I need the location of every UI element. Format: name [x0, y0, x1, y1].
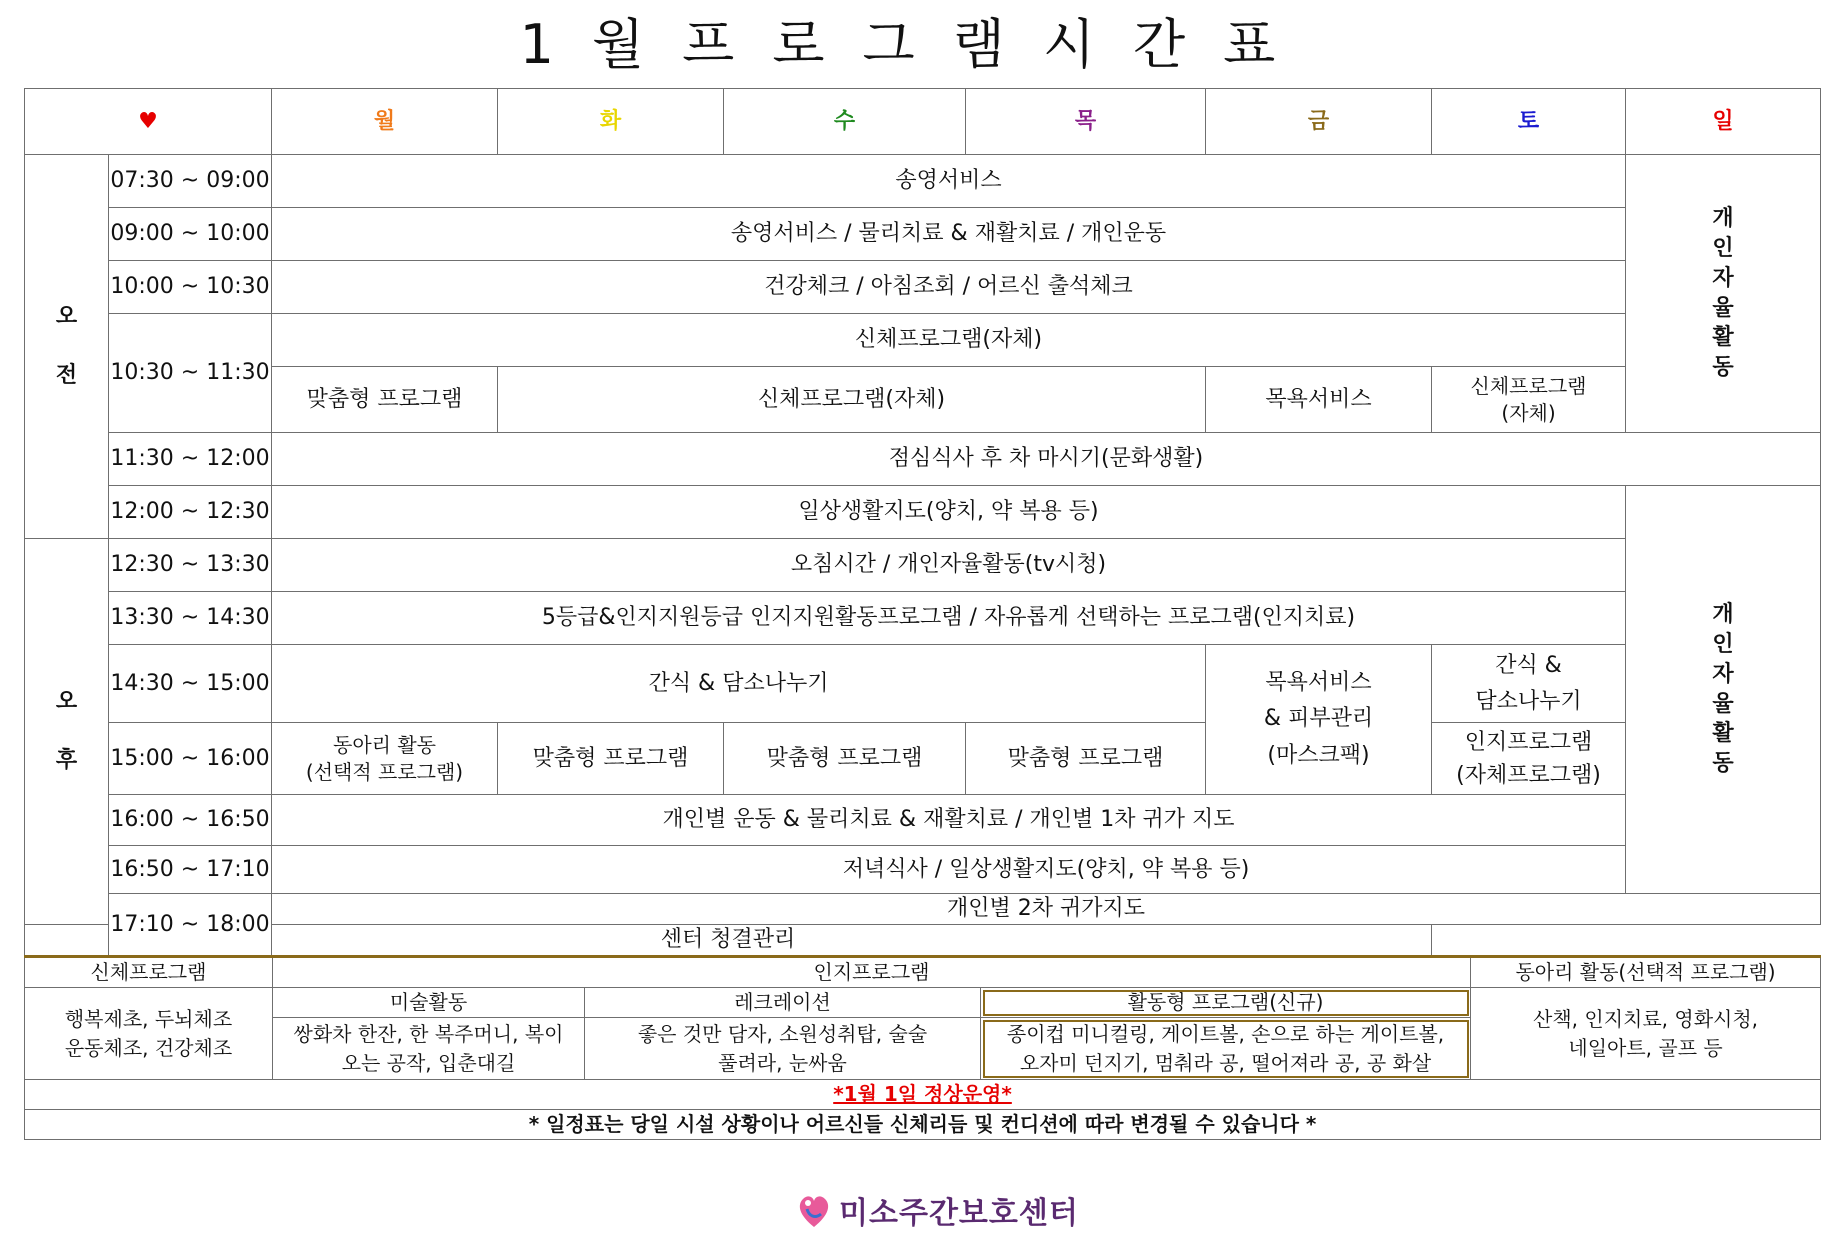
- schedule-cell: 개인별 2차 귀가지도: [272, 894, 1821, 925]
- legend-header-row: [25, 957, 1821, 988]
- period-afternoon: 오 후: [25, 539, 109, 925]
- table-row: [25, 925, 1821, 956]
- center-logo: [795, 1185, 1079, 1235]
- time-slot: 16:00 ~ 16:50: [109, 795, 272, 846]
- time-slot: 12:00 ~ 12:30: [109, 486, 272, 539]
- schedule-cell: 신체프로그램(자체): [498, 367, 1206, 433]
- table-row: [25, 208, 1821, 261]
- table-row: [25, 723, 1821, 795]
- legend-active-body: 종이컵 미니컬링, 게이트볼, 손으로 하는 게이트볼, 오자미 던지기, 멈춰라 공, 떨어져라 공, 공 화살: [981, 1018, 1471, 1080]
- footnote: * 일정표는 당일 시설 상황이나 어르신들 신체리듬 및 컨디션에 따라 변경될 수 있습니다 *: [25, 1110, 1821, 1140]
- sunday-self-activity: 개 인 자 율 활 동: [1626, 486, 1821, 894]
- table-row: [25, 314, 1821, 367]
- table-row: [25, 645, 1821, 723]
- holiday-note: *1월 1일 정상운영*: [833, 1082, 1012, 1106]
- schedule-cell: 점심식사 후 차 마시기(문화생활): [272, 433, 1821, 486]
- schedule-cell: 신체프로그램(자체): [272, 314, 1626, 367]
- legend-active-title: 활동형 프로그램(신규): [981, 988, 1471, 1018]
- schedule-cell: 맞춤형 프로그램: [498, 723, 724, 795]
- logo-text: 미소주간보호센터: [839, 1196, 1079, 1231]
- day-friday: 금: [1206, 89, 1432, 155]
- table-row: [25, 539, 1821, 592]
- legend-rec-title: 레크레이션: [585, 988, 981, 1018]
- day-tuesday: 화: [498, 89, 724, 155]
- schedule-cell: 간식 & 담소나누기: [272, 645, 1206, 723]
- legend-subheader-row: [25, 988, 1821, 1018]
- schedule-cell: 일상생활지도(양치, 약 복용 등): [272, 486, 1626, 539]
- legend-art-title: 미술활동: [273, 988, 585, 1018]
- schedule-cell: 송영서비스 / 물리치료 & 재활치료 / 개인운동: [272, 208, 1626, 261]
- schedule-cell: 5등급&인지지원등급 인지지원활동프로그램 / 자유롭게 선택하는 프로그램(인지치료): [272, 592, 1626, 645]
- logo-heart-icon: [795, 1189, 833, 1231]
- table-row: [25, 592, 1821, 645]
- legend-cognitive-title: 인지프로그램: [273, 957, 1471, 988]
- schedule-cell: 저녁식사 / 일상생활지도(양치, 약 복용 등): [272, 846, 1821, 894]
- time-slot: 10:30 ~ 11:30: [109, 314, 272, 433]
- schedule-cell: 동아리 활동 (선택적 프로그램): [272, 723, 498, 795]
- schedule-cell: 간식 & 담소나누기: [1432, 645, 1626, 723]
- time-slot: 11:30 ~ 12:00: [109, 433, 272, 486]
- holiday-cell: [25, 1080, 1821, 1110]
- schedule-cell: 맞춤형 프로그램: [724, 723, 966, 795]
- time-slot: 15:00 ~ 16:00: [109, 723, 272, 795]
- day-wednesday: 수: [724, 89, 966, 155]
- schedule-table: [24, 88, 1821, 956]
- table-row: [25, 155, 1821, 208]
- day-monday: 월: [272, 89, 498, 155]
- schedule-cell: 목욕서비스: [1206, 367, 1432, 433]
- day-thursday: 목: [966, 89, 1206, 155]
- time-slot: 16:50 ~ 17:10: [109, 846, 272, 894]
- schedule-cell: 건강체크 / 아침조회 / 어르신 출석체크: [272, 261, 1626, 314]
- table-row: [25, 846, 1821, 894]
- legend-club-title: 동아리 활동(선택적 프로그램): [1471, 957, 1821, 988]
- time-slot: 17:10 ~ 18:00: [109, 894, 272, 956]
- schedule-cell: 인지프로그램 (자체프로그램): [1432, 723, 1626, 795]
- day-header-row: [25, 89, 1821, 155]
- table-row: [25, 894, 1821, 925]
- schedule-cell: 목욕서비스 & 피부관리 (마스크팩): [1206, 645, 1432, 795]
- schedule-cell: 개인별 운동 & 물리치료 & 재활치료 / 개인별 1차 귀가 지도: [272, 795, 1626, 846]
- legend-art-body: 쌍화차 한잔, 한 복주머니, 복이 오는 공작, 입춘대길: [273, 1018, 585, 1080]
- footnote-row: [25, 1110, 1821, 1140]
- time-slot: 13:30 ~ 14:30: [109, 592, 272, 645]
- schedule-cell: 맞춤형 프로그램: [272, 367, 498, 433]
- day-sunday: 일: [1626, 89, 1821, 155]
- legend-physical-body: 행복제초, 두뇌체조 운동체조, 건강체조: [25, 988, 273, 1080]
- table-row: [25, 486, 1821, 539]
- schedule-cell: 센터 청결관리: [25, 925, 1432, 956]
- schedule-cell: 신체프로그램 (자체): [1432, 367, 1626, 433]
- schedule-cell: 송영서비스: [272, 155, 1626, 208]
- day-saturday: 토: [1432, 89, 1626, 155]
- time-slot: 14:30 ~ 15:00: [109, 645, 272, 723]
- program-legend-table: [24, 955, 1821, 1140]
- table-row: [25, 367, 1821, 433]
- legend-rec-body: 좋은 것만 담자, 소원성취탑, 술술 풀려라, 눈싸움: [585, 1018, 981, 1080]
- table-row: [25, 433, 1821, 486]
- time-slot: 07:30 ~ 09:00: [109, 155, 272, 208]
- heart-icon: ♥: [25, 89, 272, 155]
- time-slot: 10:00 ~ 10:30: [109, 261, 272, 314]
- legend-physical-title: 신체프로그램: [25, 957, 273, 988]
- schedule-cell: 맞춤형 프로그램: [966, 723, 1206, 795]
- table-row: [25, 261, 1821, 314]
- schedule-cell: 오침시간 / 개인자율활동(tv시청): [272, 539, 1626, 592]
- legend-club-body: 산책, 인지치료, 영화시청, 네일아트, 골프 등: [1471, 988, 1821, 1080]
- sunday-self-activity: 개 인 자 율 활 동: [1626, 155, 1821, 433]
- holiday-row: [25, 1080, 1821, 1110]
- period-morning: 오 전: [25, 155, 109, 539]
- table-row: [25, 795, 1821, 846]
- time-slot: 12:30 ~ 13:30: [109, 539, 272, 592]
- time-slot: 09:00 ~ 10:00: [109, 208, 272, 261]
- page-title: 1월프로그램시간표: [519, 13, 1314, 76]
